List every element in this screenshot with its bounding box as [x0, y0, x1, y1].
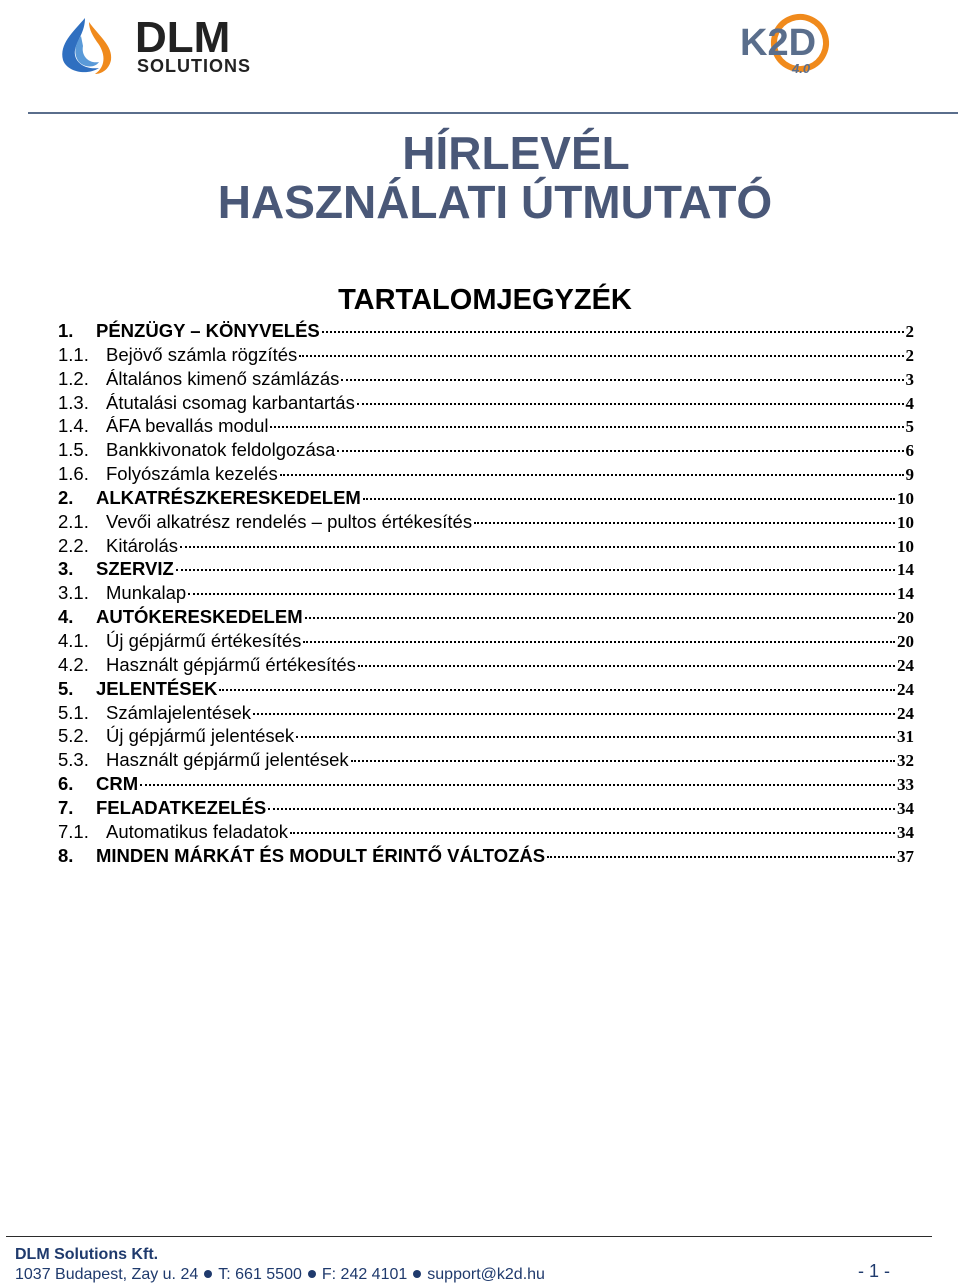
toc-entry[interactable] [58, 653, 914, 677]
toc-leader-dots [280, 474, 904, 476]
toc-entry-title: Vevői alkatrész rendelés – pultos értékesítés [106, 510, 473, 532]
svg-text:DLM: DLM [135, 13, 231, 62]
toc-leader-dots [322, 331, 904, 333]
toc-entry[interactable] [58, 701, 914, 725]
toc-entry[interactable] [58, 438, 914, 462]
toc-entry-number: 5.3. [58, 749, 89, 771]
toc-entry[interactable] [58, 557, 914, 581]
toc-entry-page: 3 [905, 369, 914, 389]
toc-entry-page: 10 [897, 512, 914, 532]
toc-entry-page: 24 [897, 655, 914, 675]
toc-entry[interactable] [58, 534, 914, 558]
footer-contact [15, 1266, 545, 1284]
toc-entry[interactable] [58, 605, 914, 629]
bullet-icon [308, 1270, 316, 1278]
toc-entry-page: 20 [897, 631, 914, 651]
toc-entry-title: Bejövő számla rögzítés [106, 343, 298, 365]
toc-entry-number: 4. [58, 606, 74, 628]
toc-leader-dots [180, 546, 895, 548]
toc-leader-dots [299, 355, 903, 357]
toc-entry-title: Folyószámla kezelés [106, 463, 278, 485]
toc-entry-page: 6 [905, 441, 914, 461]
toc-entry-page: 10 [897, 488, 914, 508]
bullet-icon [204, 1270, 212, 1278]
toc-entry-page: 34 [897, 798, 914, 818]
toc-entry-number: 2.1. [58, 510, 89, 532]
toc-entry-number: 4.2. [58, 653, 89, 675]
toc-entry-page: 14 [897, 560, 914, 580]
svg-text:K2D: K2D [740, 22, 817, 64]
toc-leader-dots [140, 784, 895, 786]
toc-leader-dots [474, 522, 895, 524]
toc-entry-title: Átutalási csomag karbantartás [106, 391, 355, 413]
toc-leader-dots [270, 426, 903, 428]
toc-entry[interactable] [58, 677, 914, 701]
toc-leader-dots [363, 498, 895, 500]
toc-entry-title: FELADATKEZELÉS [96, 796, 267, 818]
table-of-contents [58, 319, 914, 867]
toc-entry-title: Használt gépjármű értékesítés [106, 653, 356, 675]
toc-leader-dots [547, 856, 895, 858]
toc-leader-dots [341, 379, 903, 381]
toc-entry[interactable] [58, 629, 914, 653]
toc-entry[interactable] [58, 319, 914, 343]
toc-entry-title: Új gépjármű értékesítés [106, 629, 302, 651]
toc-entry-page: 34 [897, 822, 914, 842]
dlm-solutions-logo [55, 12, 295, 77]
toc-entry[interactable] [58, 462, 914, 486]
toc-entry-number: 3. [58, 558, 74, 580]
toc-entry[interactable] [58, 820, 914, 844]
toc-entry-page: 37 [897, 846, 914, 866]
toc-entry-number: 5.1. [58, 701, 89, 723]
document-title: HÍRLEVÉL [402, 127, 630, 179]
footer-phone: T: 661 5500 [218, 1266, 302, 1283]
toc-entry-page: 14 [897, 584, 914, 604]
toc-entry-title: MINDEN MÁRKÁT ÉS MODULT ÉRINTŐ VÁLTOZÁS [96, 844, 546, 866]
toc-leader-dots [351, 760, 895, 762]
toc-entry[interactable] [58, 796, 914, 820]
toc-entry-page: 10 [897, 536, 914, 556]
toc-entry-number: 7. [58, 796, 74, 818]
toc-entry-page: 5 [905, 417, 914, 437]
toc-entry-title: Új gépjármű jelentések [106, 725, 295, 747]
toc-entry-number: 1.2. [58, 367, 89, 389]
toc-leader-dots [303, 641, 895, 643]
footer-address: 1037 Budapest, Zay u. 24 [15, 1266, 199, 1283]
toc-entry-page: 32 [897, 751, 914, 771]
toc-entry-number: 1.4. [58, 415, 89, 437]
toc-entry-page: 24 [897, 703, 914, 723]
toc-leader-dots [358, 665, 895, 667]
document-subtitle: HASZNÁLATI ÚTMUTATÓ [217, 176, 773, 228]
toc-entry-page: 2 [905, 322, 914, 341]
toc-leader-dots [337, 450, 903, 452]
toc-entry-page: 20 [897, 608, 914, 628]
footer-company: DLM Solutions Kft. [15, 1246, 159, 1263]
toc-entry-number: 1.3. [58, 391, 89, 413]
toc-entry[interactable] [58, 510, 914, 534]
toc-entry-title: ÁFA bevallás modul [106, 415, 269, 437]
toc-entry-page: 9 [905, 465, 914, 485]
toc-entry-page: 31 [897, 727, 914, 747]
toc-entry-title: Automatikus feladatok [106, 820, 289, 842]
toc-entry[interactable] [58, 581, 914, 605]
toc-entry-page: 2 [905, 345, 914, 365]
toc-entry-title: Számlajelentések [106, 701, 251, 723]
toc-entry[interactable] [58, 844, 914, 868]
footer-fax: F: 242 4101 [321, 1266, 408, 1283]
toc-entry-number: 5. [58, 677, 74, 699]
toc-entry-title: PÉNZÜGY – KÖNYVELÉS [96, 320, 320, 341]
toc-entry-number: 1.6. [58, 463, 89, 485]
footer-email[interactable]: support@k2d.hu [427, 1266, 545, 1283]
svg-text:SOLUTIONS: SOLUTIONS [137, 56, 252, 76]
toc-leader-dots [296, 736, 895, 738]
toc-entry[interactable] [58, 748, 914, 772]
toc-entry[interactable] [58, 724, 914, 748]
toc-entry-title: CRM [96, 773, 139, 795]
toc-entry[interactable] [58, 391, 914, 415]
toc-entry-number: 1. [58, 320, 74, 341]
toc-entry-number: 5.2. [58, 725, 89, 747]
toc-entry[interactable] [58, 367, 914, 391]
toc-entry-number: 1.5. [58, 439, 89, 461]
toc-entry-number: 2. [58, 486, 74, 508]
toc-entry-number: 4.1. [58, 629, 89, 651]
toc-entry-title: Általános kimenő számlázás [106, 367, 340, 389]
toc-entry-title: Munkalap [106, 582, 187, 604]
toc-entry-title: Kitárolás [106, 534, 178, 556]
header-divider [28, 112, 958, 114]
toc-heading: TARTALOMJEGYZÉK [338, 284, 632, 316]
toc-entry-title: Használt gépjármű jelentések [106, 749, 349, 771]
toc-leader-dots [268, 808, 895, 810]
toc-entry-number: 7.1. [58, 820, 89, 842]
bullet-icon [413, 1270, 421, 1278]
toc-leader-dots [290, 832, 895, 834]
toc-entry-title: AUTÓKERESKEDELEM [96, 606, 303, 628]
toc-entry[interactable] [58, 486, 914, 510]
toc-leader-dots [176, 569, 895, 571]
toc-entry[interactable] [58, 414, 914, 438]
toc-entry[interactable] [58, 772, 914, 796]
toc-leader-dots [357, 403, 904, 405]
toc-leader-dots [253, 713, 895, 715]
svg-text:4.0: 4.0 [792, 61, 811, 76]
toc-entry-title: ALKATRÉSZKERESKEDELEM [96, 486, 361, 508]
toc-leader-dots [219, 689, 895, 691]
toc-entry-number: 3.1. [58, 582, 89, 604]
toc-entry-title: Bankkivonatok feldolgozása [106, 439, 336, 461]
toc-entry-number: 1.1. [58, 343, 89, 365]
toc-entry-page: 24 [897, 679, 914, 699]
toc-leader-dots [188, 593, 895, 595]
page-number: - 1 - [858, 1261, 891, 1281]
toc-entry-number: 2.2. [58, 534, 89, 556]
toc-entry[interactable] [58, 343, 914, 367]
footer-divider [6, 1236, 932, 1237]
toc-entry-number: 8. [58, 844, 74, 866]
toc-entry-page: 4 [905, 393, 914, 413]
toc-entry-page: 33 [897, 775, 914, 795]
toc-leader-dots [305, 617, 895, 619]
toc-entry-number: 6. [58, 773, 74, 795]
toc-entry-title: SZERVIZ [96, 558, 174, 580]
toc-entry-title: JELENTÉSEK [96, 677, 218, 699]
k2d-logo [738, 5, 863, 77]
